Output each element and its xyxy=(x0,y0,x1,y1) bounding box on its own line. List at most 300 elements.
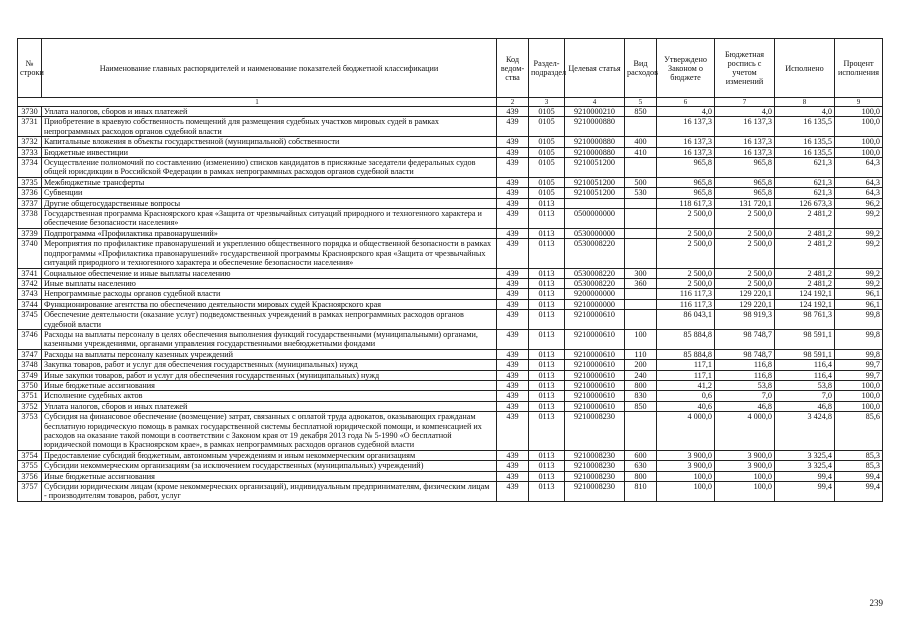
column-number-row xyxy=(18,98,883,107)
table-row xyxy=(18,482,883,502)
column-number: 9 xyxy=(835,98,883,107)
section-code: 0113 xyxy=(529,401,565,411)
target-item-code: 9210000880 xyxy=(565,147,625,157)
expense-type-code: 360 xyxy=(625,278,657,288)
execution-percent: 99,2 xyxy=(835,228,883,238)
budget-item-name: Расходы на выплаты персоналу в целях обеспечения выполнения функций государственными (муниципальными) органами, казенными учреждениями, органами управления государственными внебюджетными фондами xyxy=(42,329,497,349)
budget-schedule-amount: 2 500,0 xyxy=(715,209,775,229)
executed-amount: 116,4 xyxy=(775,370,835,380)
header-executed: Исполнено xyxy=(775,39,835,98)
budget-schedule-amount: 129 220,1 xyxy=(715,299,775,309)
executed-amount: 46,8 xyxy=(775,401,835,411)
budget-item-name: Приобретение в краевую собственность помещений для размещения судебных участков мировых судей в рамках непрограммных расходов органов судебной власти xyxy=(42,117,497,137)
executed-amount: 16 135,5 xyxy=(775,117,835,137)
budget-schedule-amount: 2 500,0 xyxy=(715,278,775,288)
executed-amount: 3 325,4 xyxy=(775,461,835,471)
executed-amount: 98 761,3 xyxy=(775,310,835,330)
execution-percent: 96,1 xyxy=(835,299,883,309)
approved-amount: 117,1 xyxy=(657,370,715,380)
section-code: 0113 xyxy=(529,391,565,401)
budget-schedule-amount: 46,8 xyxy=(715,401,775,411)
expense-type-code: 410 xyxy=(625,147,657,157)
section-code: 0105 xyxy=(529,188,565,198)
table-row xyxy=(18,107,883,117)
expense-type-code: 400 xyxy=(625,137,657,147)
approved-amount: 86 043,1 xyxy=(657,310,715,330)
executed-amount: 126 673,3 xyxy=(775,198,835,208)
table-row xyxy=(18,278,883,288)
target-item-code: 9210000610 xyxy=(565,380,625,390)
executed-amount: 7,0 xyxy=(775,391,835,401)
budget-item-name: Бюджетные инвестиции xyxy=(42,147,497,157)
section-code: 0105 xyxy=(529,147,565,157)
table-row xyxy=(18,299,883,309)
department-code: 439 xyxy=(497,117,529,137)
department-code: 439 xyxy=(497,370,529,380)
approved-amount: 4 000,0 xyxy=(657,412,715,451)
column-number: 2 xyxy=(497,98,529,107)
row-number: 3738 xyxy=(18,209,42,229)
target-item-code xyxy=(565,198,625,208)
budget-table xyxy=(17,38,883,502)
executed-amount: 2 481,2 xyxy=(775,209,835,229)
execution-percent: 99,7 xyxy=(835,370,883,380)
budget-schedule-amount: 2 500,0 xyxy=(715,268,775,278)
column-number: 3 xyxy=(529,98,565,107)
department-code: 439 xyxy=(497,228,529,238)
expense-type-code: 240 xyxy=(625,370,657,380)
execution-percent: 99,2 xyxy=(835,239,883,268)
executed-amount: 621,3 xyxy=(775,158,835,178)
executed-amount: 621,3 xyxy=(775,188,835,198)
execution-percent: 99,8 xyxy=(835,329,883,349)
section-code: 0113 xyxy=(529,360,565,370)
executed-amount: 3 424,8 xyxy=(775,412,835,451)
budget-item-name: Субвенции xyxy=(42,188,497,198)
department-code: 439 xyxy=(497,147,529,157)
approved-amount: 4,0 xyxy=(657,107,715,117)
expense-type-code: 630 xyxy=(625,461,657,471)
budget-schedule-amount: 116,8 xyxy=(715,360,775,370)
budget-schedule-amount: 2 500,0 xyxy=(715,239,775,268)
budget-schedule-amount: 2 500,0 xyxy=(715,228,775,238)
target-item-code: 9210000000 xyxy=(565,299,625,309)
department-code: 439 xyxy=(497,450,529,460)
row-number: 3753 xyxy=(18,412,42,451)
row-number: 3747 xyxy=(18,349,42,359)
section-code: 0113 xyxy=(529,278,565,288)
budget-schedule-amount: 100,0 xyxy=(715,471,775,481)
section-code: 0113 xyxy=(529,289,565,299)
execution-percent: 99,8 xyxy=(835,349,883,359)
budget-schedule-amount: 98 748,7 xyxy=(715,349,775,359)
budget-item-name: Закупка товаров, работ и услуг для обеспечения государственных (муниципальных) нужд xyxy=(42,360,497,370)
executed-amount: 116,4 xyxy=(775,360,835,370)
table-row xyxy=(18,177,883,187)
budget-schedule-amount: 16 137,3 xyxy=(715,137,775,147)
target-item-code: 9210051200 xyxy=(565,158,625,178)
executed-amount: 124 192,1 xyxy=(775,299,835,309)
row-number: 3733 xyxy=(18,147,42,157)
department-code: 439 xyxy=(497,310,529,330)
expense-type-code: 850 xyxy=(625,401,657,411)
row-number: 3732 xyxy=(18,137,42,147)
section-code: 0113 xyxy=(529,412,565,451)
budget-schedule-amount: 16 137,3 xyxy=(715,117,775,137)
executed-amount: 2 481,2 xyxy=(775,268,835,278)
section-code: 0105 xyxy=(529,177,565,187)
expense-type-code: 500 xyxy=(625,177,657,187)
budget-item-name: Капитальные вложения в объекты государственной (муниципальной) собственности xyxy=(42,137,497,147)
department-code: 439 xyxy=(497,299,529,309)
budget-item-name: Иные закупки товаров, работ и услуг для обеспечения государственных (муниципальных) нужд xyxy=(42,370,497,380)
executed-amount: 98 591,1 xyxy=(775,349,835,359)
department-code: 439 xyxy=(497,401,529,411)
header-approved: Утверждено Законом о бюджете xyxy=(657,39,715,98)
section-code: 0113 xyxy=(529,239,565,268)
budget-item-name: Субсидии некоммерческим организациям (за исключением государственных (муниципальных) учреждений) xyxy=(42,461,497,471)
section-code: 0113 xyxy=(529,461,565,471)
table-row xyxy=(18,412,883,451)
execution-percent: 100,0 xyxy=(835,380,883,390)
budget-schedule-amount: 3 900,0 xyxy=(715,461,775,471)
section-code: 0113 xyxy=(529,228,565,238)
header-target-item: Целевая статья xyxy=(565,39,625,98)
execution-percent: 64,3 xyxy=(835,158,883,178)
approved-amount: 2 500,0 xyxy=(657,209,715,229)
table-row xyxy=(18,188,883,198)
table-row xyxy=(18,268,883,278)
approved-amount: 85 884,8 xyxy=(657,349,715,359)
header-budget-schedule: Бюджетная роспись с учетом изменений xyxy=(715,39,775,98)
target-item-code: 9210000880 xyxy=(565,137,625,147)
expense-type-code: 530 xyxy=(625,188,657,198)
header-department-code: Код ведом-ства xyxy=(497,39,529,98)
budget-item-name: Подпрограмма «Профилактика правонарушений» xyxy=(42,228,497,238)
budget-item-name: Расходы на выплаты персоналу казенных учреждений xyxy=(42,349,497,359)
target-item-code: 0530000000 xyxy=(565,228,625,238)
approved-amount: 2 500,0 xyxy=(657,278,715,288)
execution-percent: 85,3 xyxy=(835,450,883,460)
row-number: 3730 xyxy=(18,107,42,117)
department-code: 439 xyxy=(497,107,529,117)
section-code: 0105 xyxy=(529,137,565,147)
target-item-code: 9210008230 xyxy=(565,450,625,460)
expense-type-code xyxy=(625,289,657,299)
section-code: 0113 xyxy=(529,450,565,460)
table-body xyxy=(18,107,883,502)
target-item-code: 9210051200 xyxy=(565,177,625,187)
budget-item-name: Функционирование агентства по обеспечению деятельности мировых судей Красноярского края xyxy=(42,299,497,309)
expense-type-code xyxy=(625,228,657,238)
expense-type-code: 800 xyxy=(625,471,657,481)
row-number: 3735 xyxy=(18,177,42,187)
row-number: 3743 xyxy=(18,289,42,299)
row-number: 3744 xyxy=(18,299,42,309)
budget-item-name: Уплата налогов, сборов и иных платежей xyxy=(42,107,497,117)
table-row xyxy=(18,401,883,411)
budget-table-sheet xyxy=(17,38,882,502)
execution-percent: 96,1 xyxy=(835,289,883,299)
target-item-code: 9210000610 xyxy=(565,370,625,380)
row-number: 3745 xyxy=(18,310,42,330)
approved-amount: 85 884,8 xyxy=(657,329,715,349)
budget-item-name: Иные бюджетные ассигнования xyxy=(42,380,497,390)
table-row xyxy=(18,198,883,208)
department-code: 439 xyxy=(497,137,529,147)
execution-percent: 96,2 xyxy=(835,198,883,208)
expense-type-code: 600 xyxy=(625,450,657,460)
department-code: 439 xyxy=(497,329,529,349)
executed-amount: 124 192,1 xyxy=(775,289,835,299)
execution-percent: 64,3 xyxy=(835,188,883,198)
budget-schedule-amount: 129 220,1 xyxy=(715,289,775,299)
column-number: 5 xyxy=(625,98,657,107)
budget-item-name: Иные выплаты населению xyxy=(42,278,497,288)
target-item-code: 0530008220 xyxy=(565,268,625,278)
budget-item-name: Мероприятия по профилактике правонарушений и укреплению общественного порядка и общественной безопасности в рамках подпрограммы «Профилактика правонарушений» государственной программы Красноярского края «Защита от чрезвычайных ситуаций природного и техногенного характера и обеспечение безопасности населения» xyxy=(42,239,497,268)
expense-type-code xyxy=(625,299,657,309)
table-row xyxy=(18,380,883,390)
budget-schedule-amount: 131 720,1 xyxy=(715,198,775,208)
table-row xyxy=(18,329,883,349)
expense-type-code: 830 xyxy=(625,391,657,401)
budget-item-name: Субсидии юридическим лицам (кроме некоммерческих организаций), индивидуальным предпринимателям, физическим лицам - производителям товаров, работ, услуг xyxy=(42,482,497,502)
section-code: 0113 xyxy=(529,268,565,278)
target-item-code: 9210000880 xyxy=(565,117,625,137)
section-code: 0113 xyxy=(529,349,565,359)
budget-schedule-amount: 98 748,7 xyxy=(715,329,775,349)
section-code: 0113 xyxy=(529,310,565,330)
section-code: 0113 xyxy=(529,380,565,390)
table-row xyxy=(18,137,883,147)
approved-amount: 16 137,3 xyxy=(657,147,715,157)
approved-amount: 117,1 xyxy=(657,360,715,370)
expense-type-code xyxy=(625,198,657,208)
row-number: 3741 xyxy=(18,268,42,278)
execution-percent: 99,4 xyxy=(835,471,883,481)
target-item-code: 9210000610 xyxy=(565,349,625,359)
approved-amount: 2 500,0 xyxy=(657,239,715,268)
row-number: 3757 xyxy=(18,482,42,502)
approved-amount: 0,6 xyxy=(657,391,715,401)
budget-schedule-amount: 4 000,0 xyxy=(715,412,775,451)
approved-amount: 965,8 xyxy=(657,158,715,178)
executed-amount: 53,8 xyxy=(775,380,835,390)
table-row xyxy=(18,370,883,380)
execution-percent: 99,4 xyxy=(835,482,883,502)
row-number: 3752 xyxy=(18,401,42,411)
approved-amount: 2 500,0 xyxy=(657,268,715,278)
table-row xyxy=(18,310,883,330)
header-section: Раздел-подраздел xyxy=(529,39,565,98)
section-code: 0113 xyxy=(529,471,565,481)
table-row xyxy=(18,450,883,460)
approved-amount: 40,6 xyxy=(657,401,715,411)
budget-schedule-amount: 965,8 xyxy=(715,188,775,198)
department-code: 439 xyxy=(497,278,529,288)
column-number: 6 xyxy=(657,98,715,107)
approved-amount: 41,2 xyxy=(657,380,715,390)
executed-amount: 3 325,4 xyxy=(775,450,835,460)
execution-percent: 85,3 xyxy=(835,461,883,471)
header-row xyxy=(18,39,883,98)
department-code: 439 xyxy=(497,177,529,187)
budget-schedule-amount: 965,8 xyxy=(715,177,775,187)
department-code: 439 xyxy=(497,158,529,178)
row-number: 3750 xyxy=(18,380,42,390)
expense-type-code: 200 xyxy=(625,360,657,370)
column-number: 7 xyxy=(715,98,775,107)
executed-amount: 99,4 xyxy=(775,482,835,502)
approved-amount: 965,8 xyxy=(657,188,715,198)
target-item-code: 9200000000 xyxy=(565,289,625,299)
row-number: 3739 xyxy=(18,228,42,238)
section-code: 0113 xyxy=(529,299,565,309)
executed-amount: 621,3 xyxy=(775,177,835,187)
executed-amount: 16 135,5 xyxy=(775,147,835,157)
department-code: 439 xyxy=(497,412,529,451)
row-number: 3755 xyxy=(18,461,42,471)
department-code: 439 xyxy=(497,209,529,229)
budget-item-name: Обеспечение деятельности (оказание услуг) подведомственных учреждений в рамках непрограммных расходов органов судебной власти xyxy=(42,310,497,330)
execution-percent: 100,0 xyxy=(835,117,883,137)
department-code: 439 xyxy=(497,349,529,359)
expense-type-code xyxy=(625,310,657,330)
row-number: 3754 xyxy=(18,450,42,460)
target-item-code: 9210051200 xyxy=(565,188,625,198)
executed-amount: 2 481,2 xyxy=(775,239,835,268)
approved-amount: 3 900,0 xyxy=(657,461,715,471)
table-row xyxy=(18,471,883,481)
execution-percent: 64,3 xyxy=(835,177,883,187)
row-number: 3751 xyxy=(18,391,42,401)
section-code: 0105 xyxy=(529,107,565,117)
target-item-code: 9210008230 xyxy=(565,471,625,481)
expense-type-code xyxy=(625,117,657,137)
header-percent: Процент исполнения xyxy=(835,39,883,98)
executed-amount: 2 481,2 xyxy=(775,228,835,238)
expense-type-code xyxy=(625,412,657,451)
row-number: 3737 xyxy=(18,198,42,208)
row-number: 3749 xyxy=(18,370,42,380)
expense-type-code: 850 xyxy=(625,107,657,117)
table-row xyxy=(18,391,883,401)
section-code: 0113 xyxy=(529,209,565,229)
section-code: 0105 xyxy=(529,117,565,137)
execution-percent: 100,0 xyxy=(835,137,883,147)
budget-item-name: Социальное обеспечение и иные выплаты населению xyxy=(42,268,497,278)
column-number: 8 xyxy=(775,98,835,107)
expense-type-code xyxy=(625,158,657,178)
table-row xyxy=(18,158,883,178)
execution-percent: 100,0 xyxy=(835,107,883,117)
budget-item-name: Другие общегосударственные вопросы xyxy=(42,198,497,208)
section-code: 0113 xyxy=(529,329,565,349)
budget-schedule-amount: 4,0 xyxy=(715,107,775,117)
section-code: 0105 xyxy=(529,158,565,178)
header-name: Наименование главных распорядителей и наименование показателей бюджетной классификации xyxy=(42,39,497,98)
budget-item-name: Исполнение судебных актов xyxy=(42,391,497,401)
executed-amount: 99,4 xyxy=(775,471,835,481)
section-code: 0113 xyxy=(529,198,565,208)
execution-percent: 99,7 xyxy=(835,360,883,370)
row-number: 3742 xyxy=(18,278,42,288)
table-row xyxy=(18,360,883,370)
row-number: 3736 xyxy=(18,188,42,198)
approved-amount: 965,8 xyxy=(657,177,715,187)
row-number: 3746 xyxy=(18,329,42,349)
row-number: 3731 xyxy=(18,117,42,137)
department-code: 439 xyxy=(497,471,529,481)
expense-type-code: 800 xyxy=(625,380,657,390)
executed-amount: 4,0 xyxy=(775,107,835,117)
table-row xyxy=(18,117,883,137)
execution-percent: 85,6 xyxy=(835,412,883,451)
row-number: 3748 xyxy=(18,360,42,370)
budget-schedule-amount: 7,0 xyxy=(715,391,775,401)
approved-amount: 3 900,0 xyxy=(657,450,715,460)
approved-amount: 116 117,3 xyxy=(657,289,715,299)
approved-amount: 2 500,0 xyxy=(657,228,715,238)
target-item-code: 9210000610 xyxy=(565,310,625,330)
budget-item-name: Уплата налогов, сборов и иных платежей xyxy=(42,401,497,411)
department-code: 439 xyxy=(497,380,529,390)
column-number: 4 xyxy=(565,98,625,107)
target-item-code: 9210000610 xyxy=(565,401,625,411)
target-item-code: 9210008230 xyxy=(565,412,625,451)
budget-schedule-amount: 965,8 xyxy=(715,158,775,178)
table-row xyxy=(18,239,883,268)
execution-percent: 100,0 xyxy=(835,401,883,411)
approved-amount: 100,0 xyxy=(657,471,715,481)
row-number: 3756 xyxy=(18,471,42,481)
table-row xyxy=(18,209,883,229)
execution-percent: 100,0 xyxy=(835,391,883,401)
approved-amount: 16 137,3 xyxy=(657,137,715,147)
executed-amount: 16 135,5 xyxy=(775,137,835,147)
header-expense-type: Вид расходов xyxy=(625,39,657,98)
target-item-code: 9210008230 xyxy=(565,482,625,502)
column-number: 1 xyxy=(18,98,497,107)
budget-item-name: Субсидия на финансовое обеспечение (возмещение) затрат, связанных с оплатой труда адвокатов, оказывающих гражданам бесплатную юридическую помощь в рамках государственной системы бесплатной юридической помощи, и компенсацией их расходов на оказание такой помощи в соответствии с Законом края от 19 декабря 2013 года № 5-1990 «О бесплатной юридической помощи в Красноярском крае», в рамках непрограммных расходов органов судебной власти xyxy=(42,412,497,451)
department-code: 439 xyxy=(497,482,529,502)
target-item-code: 0500000000 xyxy=(565,209,625,229)
department-code: 439 xyxy=(497,360,529,370)
execution-percent: 99,2 xyxy=(835,209,883,229)
table-row xyxy=(18,349,883,359)
approved-amount: 118 617,3 xyxy=(657,198,715,208)
execution-percent: 99,8 xyxy=(835,310,883,330)
budget-item-name: Государственная программа Красноярского края «Защита от чрезвычайных ситуаций природного и техногенного характера и обеспечение безопасности населения» xyxy=(42,209,497,229)
budget-item-name: Предоставление субсидий бюджетным, автономным учреждениям и иным некоммерческим организациям xyxy=(42,450,497,460)
budget-schedule-amount: 53,8 xyxy=(715,380,775,390)
target-item-code: 9210008230 xyxy=(565,461,625,471)
target-item-code: 9210000210 xyxy=(565,107,625,117)
expense-type-code: 810 xyxy=(625,482,657,502)
budget-item-name: Иные бюджетные ассигнования xyxy=(42,471,497,481)
page-number: 239 xyxy=(869,598,883,608)
department-code: 439 xyxy=(497,391,529,401)
row-number: 3734 xyxy=(18,158,42,178)
expense-type-code xyxy=(625,239,657,268)
execution-percent: 99,2 xyxy=(835,278,883,288)
target-item-code: 9210000610 xyxy=(565,391,625,401)
budget-item-name: Осуществление полномочий по составлению (изменению) списков кандидатов в присяжные заседатели федеральных судов общей юрисдикции в Российской Федерации в рамках непрограммных расходов органов судебной власти xyxy=(42,158,497,178)
budget-schedule-amount: 3 900,0 xyxy=(715,450,775,460)
target-item-code: 9210000610 xyxy=(565,360,625,370)
budget-schedule-amount: 116,8 xyxy=(715,370,775,380)
